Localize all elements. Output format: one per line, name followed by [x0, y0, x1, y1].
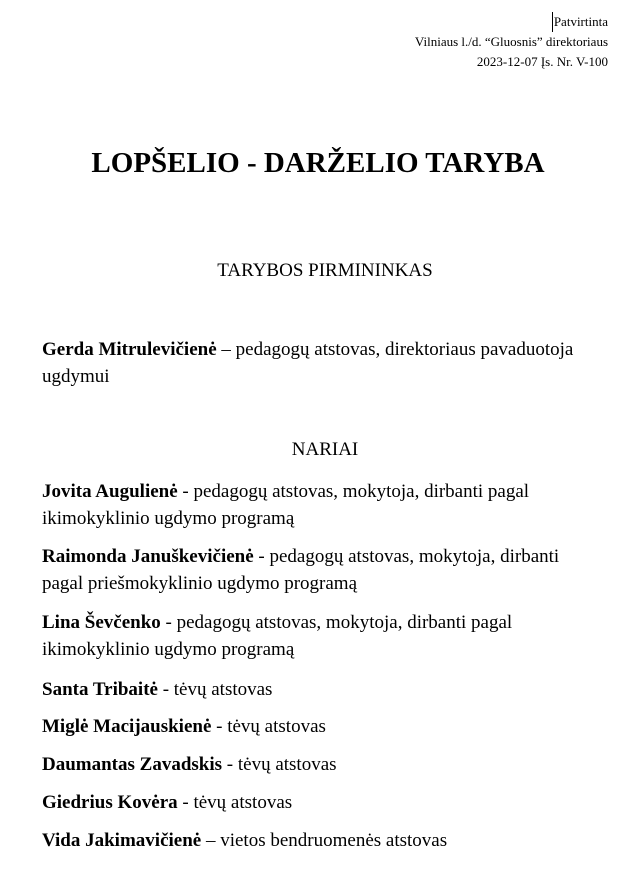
member-entry [42, 713, 602, 740]
member-entry [42, 789, 602, 816]
member-name: Santa Tribaitė [42, 679, 158, 700]
member-entry [42, 543, 602, 597]
members-heading: NARIAI [291, 439, 359, 460]
member-description: - pedagogų atstovas, mokytoja, dirbanti pagal ikimokyklinio ugdymo programą [42, 612, 513, 660]
member-description: - tėvų atstovas [222, 754, 337, 775]
member-name: Daumantas Zavadskis [42, 754, 223, 775]
member-name: Lina Ševčenko [42, 612, 161, 633]
member-name: Vida Jakimavičienė [42, 830, 202, 851]
member-description: - pedagogų atstovas, mokytoja, dirbanti pagal ikimokyklinio ugdymo programą [42, 481, 530, 529]
member-entry [42, 751, 602, 778]
member-description: – pedagogų atstovas, direktoriaus pavaduotoja ugdymui [42, 339, 574, 387]
member-description: - pedagogų atstovas, mokytoja, dirbanti pagal priešmokyklinio ugdymo programą [42, 546, 560, 594]
member-entry [42, 676, 602, 703]
member-description: - tėvų atstovas [177, 792, 293, 813]
approval-line-approved: Patvirtinta [552, 12, 608, 32]
member-entry [42, 827, 602, 854]
member-name: Miglė Macijauskienė [42, 716, 212, 737]
member-entry [42, 609, 602, 663]
member-description: - tėvų atstovas [157, 679, 273, 700]
document-title: LOPŠELIO - DARŽELIO TARYBA [91, 147, 545, 179]
member-name: Giedrius Kovėra [42, 792, 178, 813]
member-description: – vietos bendruomenės atstovas [201, 830, 448, 851]
member-entry [42, 478, 602, 532]
member-name: Raimonda Januškevičienė [42, 546, 254, 567]
chair-entry [42, 336, 602, 390]
member-name: Gerda Mitrulevičienė [42, 339, 217, 360]
member-description: - tėvų atstovas [211, 716, 326, 737]
approval-stamp [415, 12, 608, 72]
approval-line-order: 2023-12-07 Įs. Nr. V-100 [476, 54, 608, 69]
member-name: Jovita Augulienė [42, 481, 178, 502]
chair-heading: TARYBOS PIRMININKAS [217, 260, 433, 281]
approval-line-director: Vilniaus l./d. “Gluosnis” direktoriaus [414, 34, 608, 49]
